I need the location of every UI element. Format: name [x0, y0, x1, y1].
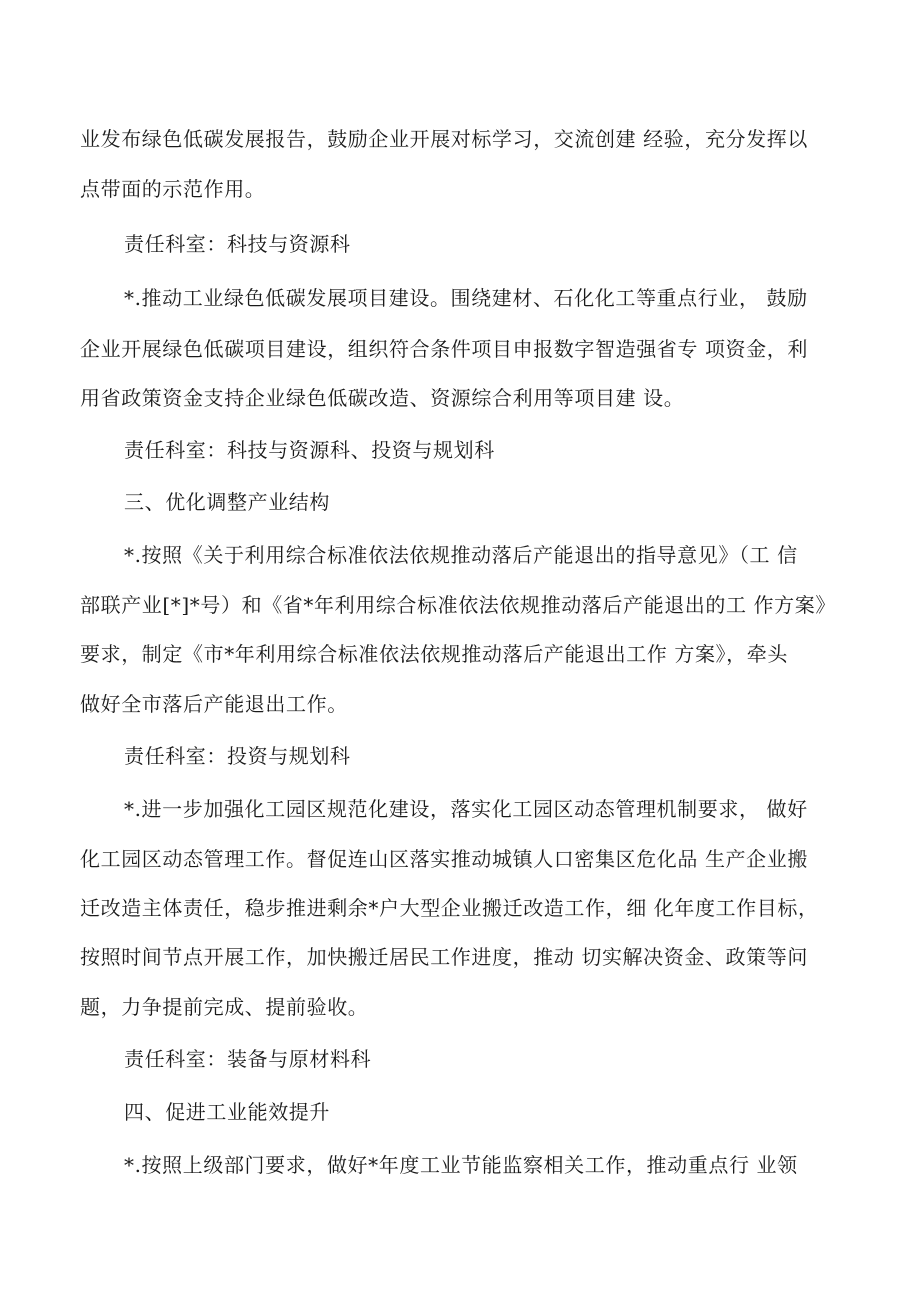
text-line: 题，力争提前完成、提前验收。: [80, 995, 369, 1019]
text-line: 责任科室：投资与规划科: [124, 744, 351, 768]
text-line: 化工园区动态管理工作。督促连山区落实推动城镇人口密集区危化品 生产企业搬: [80, 847, 808, 871]
text-line: *.按照上级部门要求，做好*年度工业节能监察相关工作，推动重点行 业领: [124, 1153, 798, 1177]
text-line: 迁改造主体责任，稳步推进剩余*户大型企业搬迁改造工作，细 化年度工作目标，: [80, 896, 819, 920]
text-line: *.按照《关于利用综合标准依法依规推动落后产能退出的指导意见》（工 信: [124, 543, 798, 567]
text-line: 点带面的示范作用。: [80, 177, 266, 201]
section-heading: 四、促进工业能效提升: [124, 1100, 330, 1124]
text-line: 要求，制定《市*年利用综合标准依法依规推动落后产能退出工作 方案》，牵头: [80, 642, 788, 666]
text-line: 做好全市落后产能退出工作。: [80, 692, 348, 716]
text-line: 责任科室：科技与资源科: [124, 232, 351, 256]
text-line: 部联产业[*]*号）和《省*年利用综合标准依法依规推动落后产能退出的工 作方案》: [80, 593, 836, 617]
text-line: 按照时间节点开展工作，加快搬迁居民工作进度，推动 切实解决资金、政策等问: [80, 945, 808, 969]
text-line: 业发布绿色低碳发展报告，鼓励企业开展对标学习，交流创建 经验，充分发挥以: [80, 127, 808, 151]
text-line: 企业开展绿色低碳项目建设，组织符合条件项目申报数字智造强省专 项资金，利: [80, 337, 808, 361]
text-line: 责任科室：装备与原材料科: [124, 1047, 372, 1071]
section-heading: 三、优化调整产业结构: [124, 490, 330, 514]
text-line: *.推动工业绿色低碳发展项目建设。围绕建材、石化化工等重点行业， 鼓励: [124, 286, 808, 310]
text-line: 用省政策资金支持企业绿色低碳改造、资源综合利用等项目建 设。: [80, 386, 685, 410]
text-line: 责任科室：科技与资源科、投资与规划科: [124, 438, 495, 462]
text-line: *.进一步加强化工园区规范化建设，落实化工园区动态管理机制要求， 做好: [124, 797, 808, 821]
